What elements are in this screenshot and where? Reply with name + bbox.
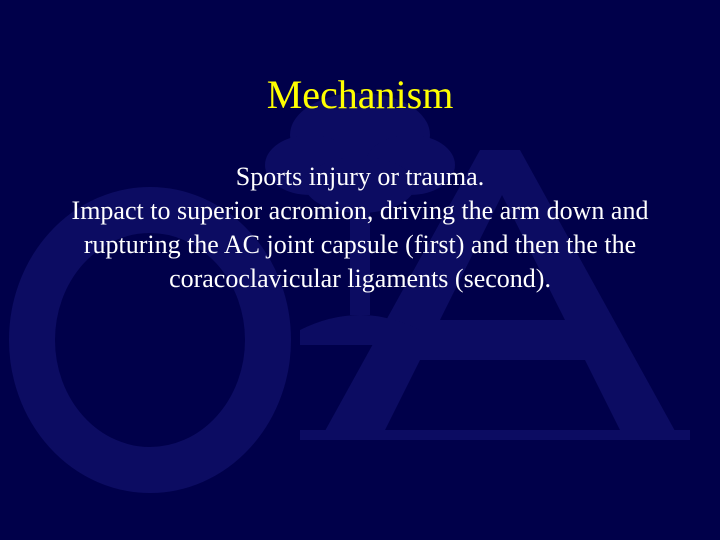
slide-body: [60, 160, 660, 296]
watermark-ground-line: [300, 430, 690, 440]
body-paragraph-2: Impact to superior acromion, driving the arm down and rupturing the AC joint capsule (first) and then the the coracoclavicular ligaments (second).: [71, 196, 649, 293]
body-paragraph-1: Sports injury or trauma.: [235, 162, 485, 191]
slide-title: Mechanism: [266, 72, 454, 117]
